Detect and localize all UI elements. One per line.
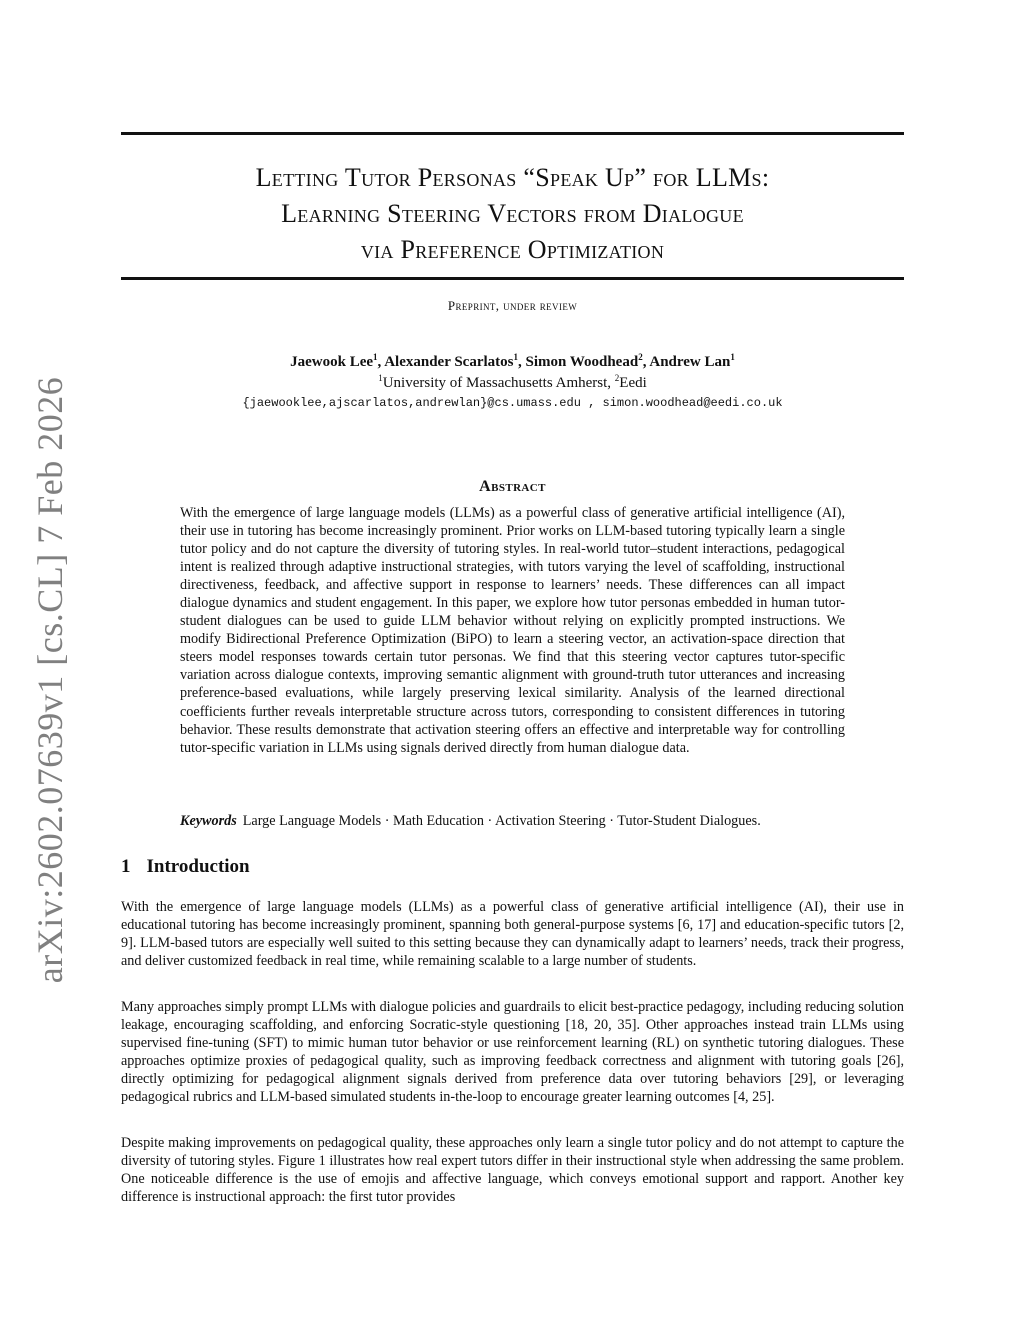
author-separator: , <box>518 354 526 370</box>
author-emails: {jaewooklee,ajscarlatos,andrewlan}@cs.umass.edu , simon.woodhead@eedi.co.uk <box>242 396 783 410</box>
title-line: Letting Tutor Personas “Speak Up” for LLMs: <box>255 163 770 192</box>
author-name: Jaewook Lee <box>290 354 374 370</box>
author-affiliation-mark: 2 <box>638 352 643 362</box>
preprint-note: Preprint, under review <box>447 298 578 313</box>
title-line: Learning Steering Vectors from Dialogue <box>281 199 744 228</box>
author-affiliation-mark: 1 <box>373 352 378 362</box>
affiliation-mark: 1 <box>378 373 383 383</box>
intro-paragraph: With the emergence of large language models (LLMs) as a powerful class of generative artificial intelligence (AI), their use in educational tutoring has become increasingly prominent, spanning both general-purpose systems [6, 17] and education-specific tutors [2, 9]. LLM-based tutors are especially well suited to this setting because they can dynamically adapt to learners’ needs, track their progress, and deliver customized feedback in real time, while remaining scalable to a large number of students. <box>121 899 904 970</box>
title-line: via Preference Optimization <box>360 235 665 264</box>
arxiv-identifier-text: arXiv:2602.07639v1 [cs.CL] 7 Feb 2026 <box>30 376 70 984</box>
author-affiliation-mark: 1 <box>513 352 518 362</box>
author-name: Andrew Lan <box>649 354 731 370</box>
section-number: 1 <box>121 856 131 877</box>
affiliation-mark: 2 <box>614 373 620 383</box>
arxiv-identifier-stamp <box>28 376 72 984</box>
affiliation-name: University of Massachusetts Amherst <box>382 375 608 391</box>
keywords-line <box>180 812 860 830</box>
title-top-rule <box>121 132 904 135</box>
author-affiliation-mark: 1 <box>730 352 735 362</box>
author-list <box>121 352 904 372</box>
abstract-heading: Abstract <box>479 478 546 495</box>
keywords-text: Large Language Models · Math Education · Activation Steering · Tutor-Student Dialogues. <box>242 813 761 829</box>
section-title: Introduction <box>146 856 250 877</box>
author-name: Alexander Scarlatos <box>384 354 514 370</box>
author-separator: , <box>377 354 385 370</box>
affiliation-separator: , <box>607 375 615 391</box>
author-name: Simon Woodhead <box>525 354 639 370</box>
intro-paragraph: Many approaches simply prompt LLMs with dialogue policies and guardrails to elicit best-practice pedagogy, including reducing solution leakage, encouraging scaffolding, and enforcing Socratic-style questioning [18, 20, 35]. Other approaches instead train LLMs using supervised fine-tuning (SFT) to mimic human tutor behavior or use reinforcement learning (RL) on synthetic tutoring dialogues. These approaches optimize proxies of pedagogical quality, such as improving feedback correctness and alignment with tutoring goals [26], directly optimizing for pedagogical alignment signals derived from preference data over tutoring behaviors [29], or leveraging pedagogical rubrics and LLM-based simulated students in-the-loop to encourage greater learning outcomes [4, 25]. <box>121 999 904 1106</box>
section-heading-introduction <box>121 856 250 878</box>
abstract-text: With the emergence of large language models (LLMs) as a powerful class of generative artificial intelligence (AI), their use in tutoring has become increasingly prominent. Prior works on LLM-based tutoring typically learn a single tutor policy and do not capture the diversity of tutoring styles. In real-world tutor–student interactions, pedagogical intent is realized through adaptive instructional strategies, with tutors varying the level of scaffolding, instructional directiveness, feedback, and affective support in response to learners’ needs. These differences can all impact dialogue dynamics and student engagement. In this paper, we explore how tutor personas embedded in human tutor-student dialogues can be used to guide LLM behavior without relying on explicitly prompted instructions. We modify Bidirectional Preference Optimization (BiPO) to learn a steering vector, an activation-space direction that steers model responses towards certain tutor personas. We find that this steering vector captures tutor-specific variation across dialogue contexts, improving semantic alignment with ground-truth tutor utterances and increasing preference-based evaluations, while largely preserving lexical similarity. Analysis of the learned directional coefficients further reveals interpretable structure across tutors, corresponding to consistent differences in tutoring behavior. These results demonstrate that activation steering offers an effective and interpretable way for controlling tutor-specific variation in LLMs using signals derived directly from human dialogue data. <box>180 505 845 756</box>
affiliation-list <box>121 373 904 393</box>
keywords-label: Keywords <box>180 813 237 829</box>
author-separator: , <box>642 354 650 370</box>
paper-title <box>121 160 904 268</box>
intro-paragraph: Despite making improvements on pedagogical quality, these approaches only learn a single tutor policy and do not attempt to capture the diversity of tutoring styles. Figure 1 illustrates how real expert tutors differ in their instructional style when addressing the same problem. One noticeable difference is the use of emojis and affective language, which conveys emotional support and rapport. Another key difference is instructional approach: the first tutor provides <box>121 1135 904 1206</box>
affiliation-name: Eedi <box>619 375 647 391</box>
title-bottom-rule <box>121 277 904 280</box>
